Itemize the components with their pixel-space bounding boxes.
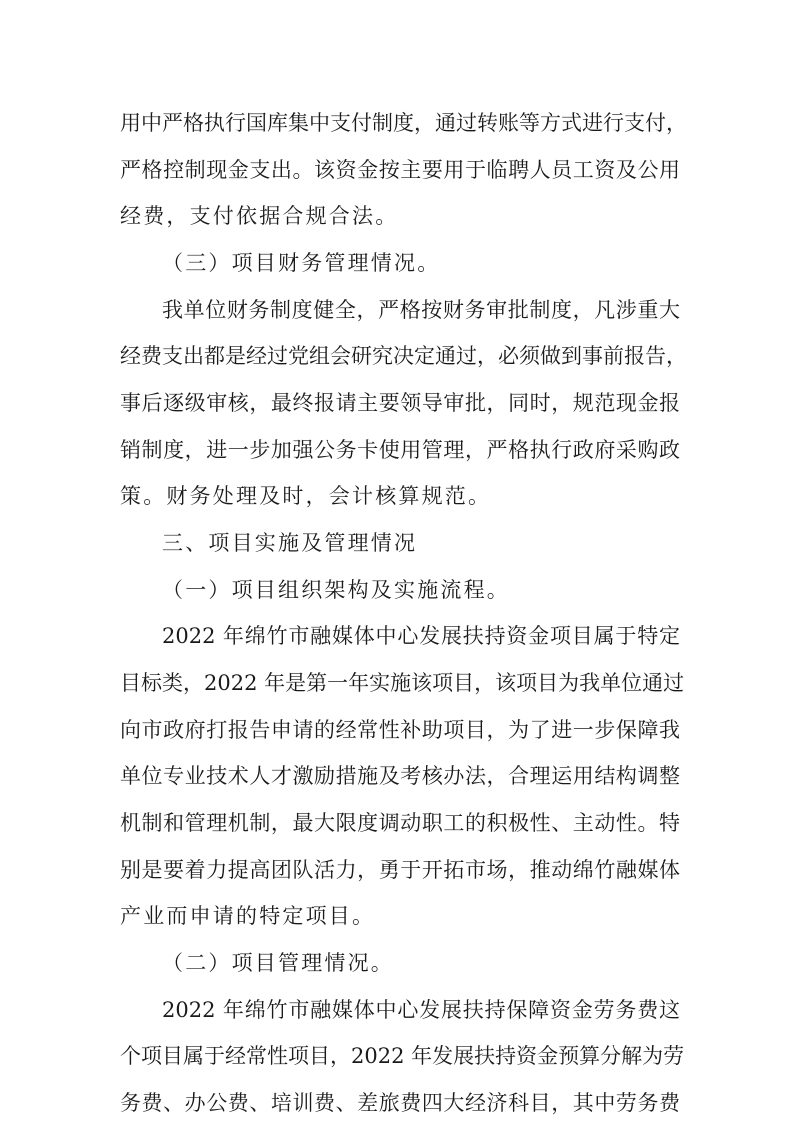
- paragraph-line: 严格控制现金支出。该资金按主要用于临聘人员工资及公用: [120, 158, 680, 182]
- paragraph-line: 2022 年绵竹市融媒体中心发展扶持资金项目属于特定: [162, 624, 680, 648]
- paragraph-line: 2022 年绵竹市融媒体中心发展扶持保障资金劳务费这: [162, 998, 680, 1022]
- paragraph-line: 销制度，进一步加强公务卡使用管理，严格执行政府采购政: [120, 438, 680, 462]
- paragraph-line: 用中严格执行国库集中支付制度，通过转账等方式进行支付，: [120, 111, 687, 135]
- paragraph-line: 产业而申请的特定项目。: [120, 904, 376, 928]
- paragraph-line: 目标类，2022 年是第一年实施该项目，该项目为我单位通过: [120, 671, 685, 695]
- paragraph-line: 机制和管理机制，最大限度调动职工的积极性、主动性。特: [120, 811, 680, 835]
- paragraph-line: 经费，支付依据合规合法。: [120, 204, 399, 228]
- paragraph-line: 向市政府打报告申请的经常性补助项目，为了进一步保障我: [120, 718, 680, 742]
- paragraph-line: 别是要着力提高团队活力，勇于开拓市场，推动绵竹融媒体: [120, 858, 680, 882]
- section-heading: （二）项目管理情况。: [162, 951, 394, 975]
- paragraph-line: 务费、办公费、培训费、差旅费四大经济科目，其中劳务费: [120, 1091, 680, 1115]
- paragraph-line: 我单位财务制度健全，严格按财务审批制度，凡涉重大: [162, 298, 680, 322]
- paragraph-line: 单位专业技术人才激励措施及考核办法，合理运用结构调整: [120, 764, 680, 788]
- paragraph-line: 个项目属于经常性项目，2022 年发展扶持资金预算分解为劳: [120, 1044, 685, 1068]
- section-heading: （三）项目财务管理情况。: [162, 251, 441, 275]
- paragraph-line: 经费支出都是经过党组会研究决定通过，必须做到事前报告，: [120, 344, 687, 368]
- section-heading: （一）项目组织架构及实施流程。: [162, 578, 510, 602]
- paragraph-line: 事后逐级审核，最终报请主要领导审批，同时，规范现金报: [120, 391, 680, 415]
- paragraph-line: 策。财务处理及时，会计核算规范。: [120, 484, 492, 508]
- section-heading: 三、项目实施及管理情况: [162, 531, 418, 555]
